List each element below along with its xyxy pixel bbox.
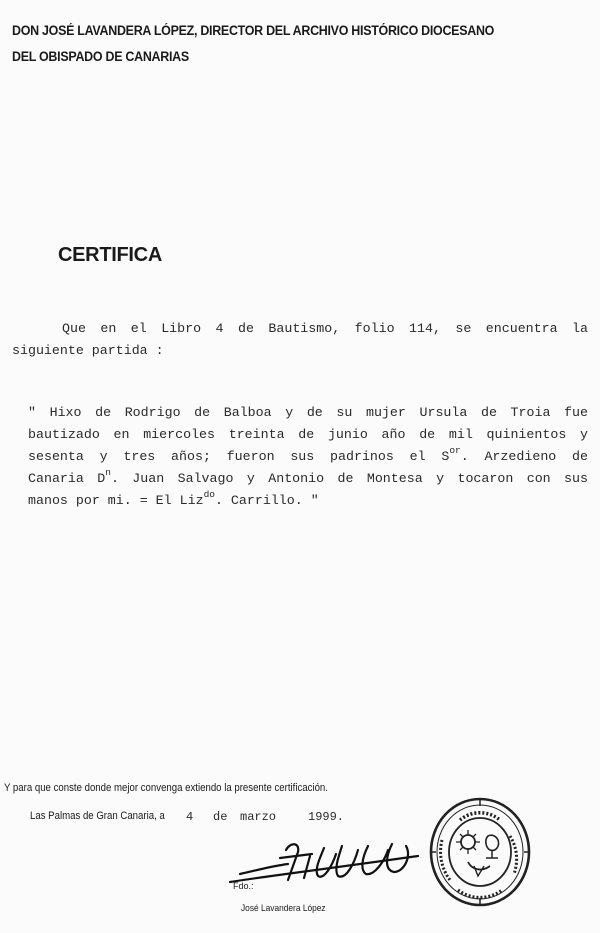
fdo-label: Fdo.: — [233, 881, 254, 891]
quote-text: manos por mi. = El Liz — [28, 493, 204, 508]
quote-line-3 — [28, 446, 588, 468]
quote-line-1: " Hixo de Rodrigo de Balboa y de su mujer Ursula de Troia fue — [28, 405, 588, 420]
quote-text: . Juan Salvago y Antonio de Montesa y tocaron con sus — [110, 471, 588, 486]
date-day: 4 — [186, 810, 194, 824]
handwritten-signature — [228, 836, 428, 892]
header-line-1: DON JOSÉ LAVANDERA LÓPEZ, DIRECTOR DEL ARCHIVO HISTÓRICO DIOCESANO — [12, 23, 495, 38]
superscript: or — [449, 445, 461, 456]
superscript: n — [105, 467, 111, 478]
intro-paragraph — [12, 318, 588, 362]
quote-line-2: bautizado en miercoles treinta de junio año de mil quinientos y — [28, 427, 588, 442]
signer-name: José Lavandera López — [241, 903, 326, 914]
document-header — [12, 18, 557, 70]
baptism-record-quote — [28, 402, 588, 512]
date-place: Las Palmas de Gran Canaria, a — [30, 810, 165, 822]
certifica-title: CERTIFICA — [58, 244, 162, 266]
header-line-2: DEL OBISPADO DE CANARIAS — [12, 49, 189, 64]
quote-text: sesenta y tres años; fueron sus padrinos el S — [28, 449, 450, 464]
quote-text: . Carrillo. " — [214, 493, 319, 508]
diocesan-seal-stamp — [428, 796, 532, 908]
superscript: do — [203, 489, 215, 500]
date-year: 1999. — [308, 810, 345, 824]
intro-line-1: Que en el Libro 4 de Bautismo, folio 114, se encuentra la — [62, 321, 588, 336]
quote-line-5 — [28, 490, 588, 512]
quote-text: Canaria D — [28, 471, 106, 486]
quote-line-4 — [28, 468, 588, 490]
quote-text: . Arzedieno de — [460, 449, 588, 464]
closing-statement: Y para que conste donde mejor convenga extiendo la presente certificación. — [4, 782, 328, 794]
date-de: de — [213, 810, 228, 824]
intro-line-2: siguiente partida : — [12, 343, 164, 358]
date-month: marzo — [240, 810, 277, 824]
